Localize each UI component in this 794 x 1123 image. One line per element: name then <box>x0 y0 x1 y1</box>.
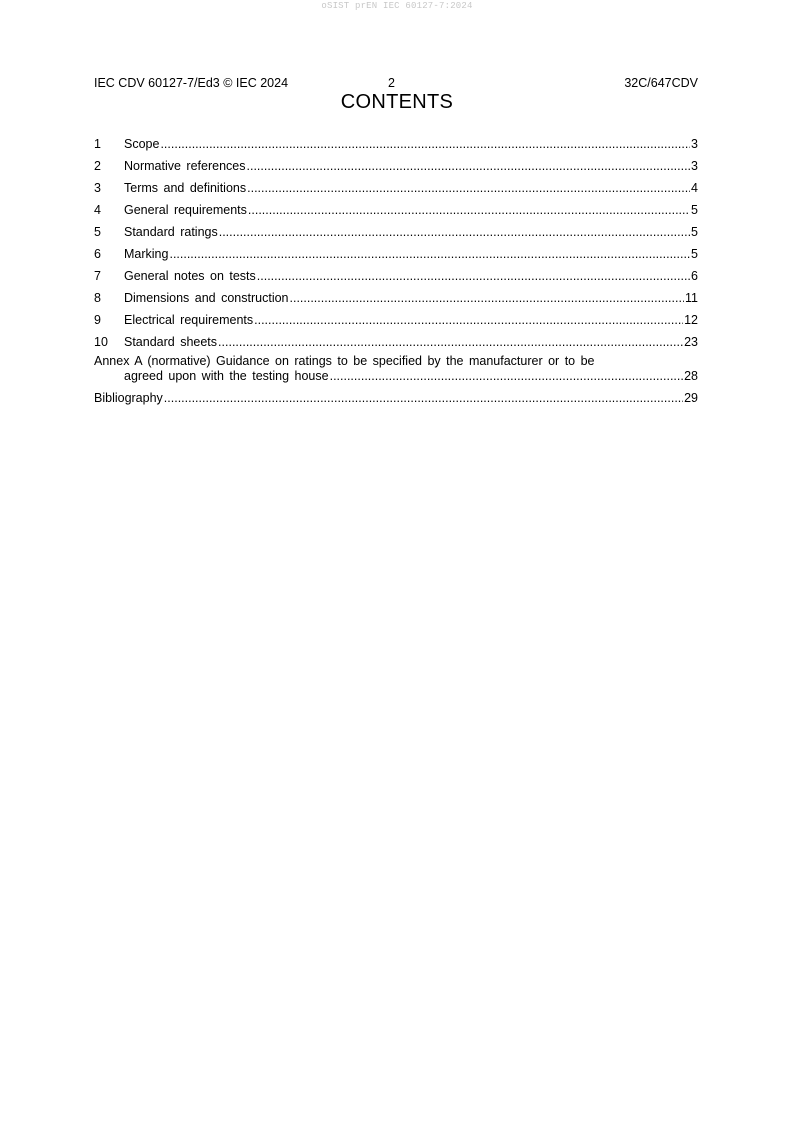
header-page-number: 2 <box>388 76 395 90</box>
toc-dot-leader <box>254 309 683 331</box>
toc-entry-title: Standard sheets <box>124 335 218 349</box>
toc-entry-page: 28 <box>684 369 698 383</box>
toc-annex-title-line2-row <box>94 369 698 384</box>
toc-dot-leader <box>290 287 685 309</box>
toc-dot-leader <box>330 369 684 384</box>
toc-dot-leader <box>247 177 690 199</box>
toc-dot-leader <box>169 243 690 265</box>
toc-entry-scope[interactable] <box>94 133 698 155</box>
toc-entry-page: 3 <box>691 137 698 151</box>
page-title: CONTENTS <box>340 91 454 113</box>
toc-entry-normative-references[interactable] <box>94 155 698 177</box>
toc-entry-page: 11 <box>685 291 698 305</box>
toc-entry-title: Scope <box>124 137 160 151</box>
toc-dot-leader <box>219 221 690 243</box>
toc-entry-title: Normative references <box>124 159 246 173</box>
toc-dot-leader <box>164 387 683 409</box>
toc-entry-page: 6 <box>691 269 698 283</box>
toc-annex-title-line1: Annex A (normative) Guidance on ratings to be specified by the manufacturer or to be <box>94 354 595 368</box>
toc-entry-electrical-requirements[interactable] <box>94 309 698 331</box>
toc-entry-number: 9 <box>94 313 101 327</box>
toc-dot-leader <box>248 199 690 221</box>
toc-entry-title: General notes on tests <box>124 269 256 283</box>
toc-entry-number: 4 <box>94 203 101 217</box>
toc-entry-number: 6 <box>94 247 101 261</box>
toc-entry-standard-sheets[interactable] <box>94 331 698 353</box>
toc-entry-marking[interactable] <box>94 243 698 265</box>
header-document-id: IEC CDV 60127-7/Ed3 © IEC 2024 <box>94 76 289 90</box>
toc-entry-dimensions-and-construction[interactable] <box>94 287 698 309</box>
toc-entry-title: Terms and definitions <box>124 181 247 195</box>
toc-entry-page: 5 <box>691 247 698 261</box>
toc-entry-annex-a[interactable] <box>94 353 698 387</box>
toc-entry-title: Dimensions and construction <box>124 291 289 305</box>
toc-entry-page: 5 <box>691 225 698 239</box>
toc-entry-title: Electrical requirements <box>124 313 254 327</box>
toc-entry-page: 29 <box>684 391 698 405</box>
table-of-contents <box>94 133 698 409</box>
toc-entry-page: 12 <box>684 313 698 327</box>
toc-entry-title: General requirements <box>124 203 247 217</box>
header-document-code: 32C/647CDV <box>624 76 698 90</box>
toc-entry-general-requirements[interactable] <box>94 199 698 221</box>
toc-entry-general-notes-on-tests[interactable] <box>94 265 698 287</box>
toc-entry-page: 23 <box>684 335 698 349</box>
toc-dot-leader <box>247 155 691 177</box>
toc-entry-number: 8 <box>94 291 101 305</box>
toc-entry-page: 4 <box>691 181 698 195</box>
toc-entry-title: Bibliography <box>94 391 163 405</box>
toc-dot-leader <box>257 265 690 287</box>
toc-entry-title: Marking <box>124 247 169 261</box>
watermark: oSIST prEN IEC 60127-7:2024 <box>321 1 473 11</box>
toc-dot-leader <box>160 133 690 155</box>
toc-entry-number: 3 <box>94 181 101 195</box>
toc-entry-title: Standard ratings <box>124 225 218 239</box>
toc-entry-terms-and-definitions[interactable] <box>94 177 698 199</box>
toc-entry-page: 5 <box>691 203 698 217</box>
toc-dot-leader <box>218 331 683 353</box>
toc-entry-number: 5 <box>94 225 101 239</box>
toc-entry-number: 1 <box>94 137 101 151</box>
toc-entry-number: 10 <box>94 335 108 349</box>
toc-entry-page: 3 <box>691 159 698 173</box>
toc-entry-number: 7 <box>94 269 101 283</box>
toc-entry-bibliography[interactable] <box>94 387 698 409</box>
page-header <box>94 76 698 92</box>
toc-annex-title-line2: agreed upon with the testing house <box>124 369 329 383</box>
toc-entry-standard-ratings[interactable] <box>94 221 698 243</box>
toc-entry-number: 2 <box>94 159 101 173</box>
